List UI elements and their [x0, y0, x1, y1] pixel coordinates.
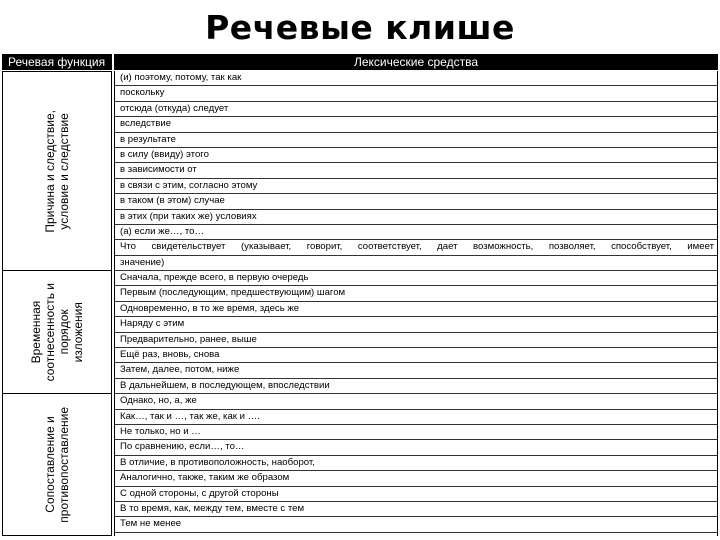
lexical-rows — [114, 71, 718, 533]
table-row: Первым (последующим, предшествующим) шагом — [114, 286, 718, 301]
table-row: значение) — [114, 256, 718, 271]
category-comparison-contrast — [2, 393, 112, 536]
category-label: Сопоставление и противопоставление — [43, 406, 71, 523]
table-row: Наряду с этим — [114, 317, 718, 332]
table-row: По сравнению, если…, то… — [114, 440, 718, 455]
table-row: Однако, но, а, же — [114, 394, 718, 409]
table-row: (и) поэтому, потому, так как — [114, 71, 718, 86]
page-title: Речевые клише — [205, 8, 515, 47]
table-row: Затем, далее, потом, ниже — [114, 363, 718, 378]
category-cause-effect — [2, 71, 112, 271]
table-row: Одновременно, в то же время, здесь же — [114, 302, 718, 317]
table-row: Как…, так и …, так же, как и …. — [114, 410, 718, 425]
table-row: Тем не менее — [114, 517, 718, 532]
table-row: Сначала, прежде всего, в первую очередь — [114, 271, 718, 286]
table-row: отсюда (откуда) следует — [114, 102, 718, 117]
table-row: Что свидетельствует (указывает, говорит, соответствует, дает возможность, позволяет, способствует, имеет — [114, 240, 718, 255]
table-row: поскольку — [114, 86, 718, 101]
table-row: вследствие — [114, 117, 718, 132]
header-speech-function: Речевая функция — [2, 54, 112, 70]
category-label: Причина и следствие, условие и следствие — [43, 109, 71, 233]
category-label: Временная соотнесенность и порядок изложения — [29, 282, 85, 382]
table-row: в результате — [114, 133, 718, 148]
category-temporal-order — [2, 270, 112, 394]
cliche-table — [2, 54, 718, 536]
table-row: в этих (при таких же) условиях — [114, 210, 718, 225]
table-row: В то время, как, между тем, вместе с тем — [114, 502, 718, 517]
table-row: в зависимости от — [114, 163, 718, 178]
table-row: В дальнейшем, в последующем, впоследствии — [114, 379, 718, 394]
table-row: в таком (в этом) случае — [114, 194, 718, 209]
table-row: в силу (ввиду) этого — [114, 148, 718, 163]
table-row: (а) если же…, то… — [114, 225, 718, 240]
table-row: Аналогично, также, таким же образом — [114, 471, 718, 486]
table-row: Не только, но и … — [114, 425, 718, 440]
table-row: В отличие, в противоположность, наоборот, — [114, 456, 718, 471]
header-lexical-means: Лексические средства — [114, 54, 718, 70]
table-row: Ещё раз, вновь, снова — [114, 348, 718, 363]
table-row: в связи с этим, согласно этому — [114, 179, 718, 194]
table-row: Предварительно, ранее, выше — [114, 333, 718, 348]
table-row: С одной стороны, с другой стороны — [114, 487, 718, 502]
